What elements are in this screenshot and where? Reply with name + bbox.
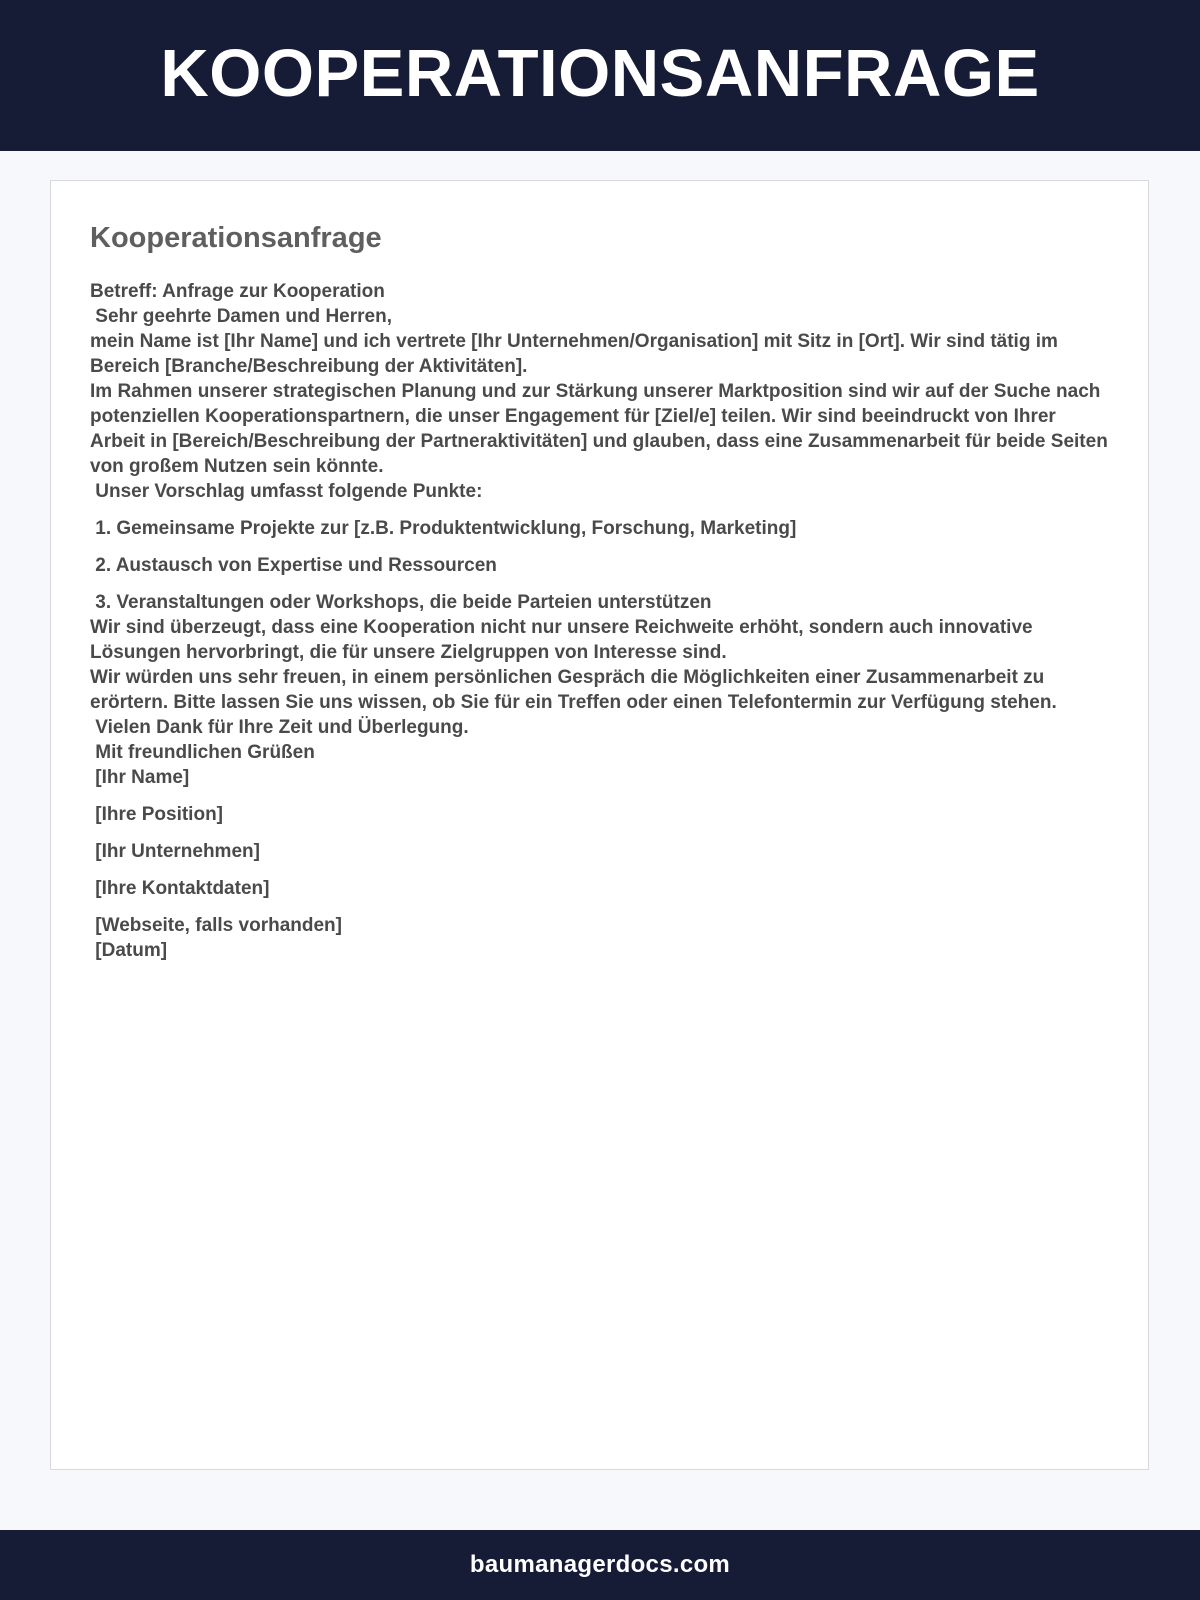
proposal-item: 2. Austausch von Expertise und Ressourcen	[90, 555, 497, 576]
signature-date: [Datum]	[90, 940, 168, 961]
signature-company: [Ihr Unternehmen]	[90, 841, 260, 862]
salutation: Sehr geehrte Damen und Herren,	[90, 306, 392, 327]
proposal-item: 1. Gemeinsame Projekte zur [z.B. Produktentwicklung, Forschung, Marketing]	[90, 518, 797, 539]
footer-bar	[0, 1530, 1200, 1600]
proposal-intro: Unser Vorschlag umfasst folgende Punkte:	[90, 481, 483, 502]
subject-line: Betreff: Anfrage zur Kooperation	[90, 281, 385, 302]
document-page	[50, 180, 1149, 1470]
meeting-paragraph: Wir würden uns sehr freuen, in einem persönlichen Gespräch die Möglichkeiten einer Zusammenarbeit zu erörtern. Bitte lassen Sie uns wissen, ob Sie für ein Treffen oder einen Telefontermin zur Verfügung stehen.	[90, 667, 1057, 713]
signature-position: [Ihre Position]	[90, 804, 224, 825]
footer-site-link[interactable]: baumanagerdocs.com	[469, 1551, 731, 1578]
thanks-line: Vielen Dank für Ihre Zeit und Überlegung.	[90, 717, 469, 738]
conviction-paragraph: Wir sind überzeugt, dass eine Kooperation nicht nur unsere Reichweite erhöht, sondern auch innovative Lösungen hervorbringt, die für unsere Zielgruppen von Interesse sind.	[90, 617, 1038, 663]
signature-name: [Ihr Name]	[90, 767, 190, 788]
document-heading: Kooperationsanfrage	[90, 222, 382, 254]
title-banner	[0, 0, 1200, 151]
closing-line: Mit freundlichen Grüßen	[90, 742, 315, 763]
proposal-item: 3. Veranstaltungen oder Workshops, die beide Parteien unterstützen	[90, 592, 712, 613]
banner-title: KOOPERATIONSANFRAGE	[160, 36, 1040, 111]
intro-paragraph: mein Name ist [Ihr Name] und ich vertrete [Ihr Unternehmen/Organisation] mit Sitz in [Ort]. Wir sind tätig im Bereich [Branche/Beschreibung der Aktivitäten].	[90, 331, 1064, 377]
signature-website: [Webseite, falls vorhanden]	[90, 915, 342, 936]
letter-body	[90, 279, 1114, 963]
context-paragraph: Im Rahmen unserer strategischen Planung und zur Stärkung unserer Marktposition sind wir auf der Suche nach potenziellen Kooperationspartnern, die unser Engagement für [Ziel/e] teilen. Wir sind beeindruckt von Ihrer Arbeit in [Bereich/Beschreibung der Partneraktivitäten] und glauben, dass eine Zusammenarbeit für beide Seiten von großem Nutzen sein könnte.	[90, 381, 1114, 477]
signature-contact: [Ihre Kontaktdaten]	[90, 878, 270, 899]
